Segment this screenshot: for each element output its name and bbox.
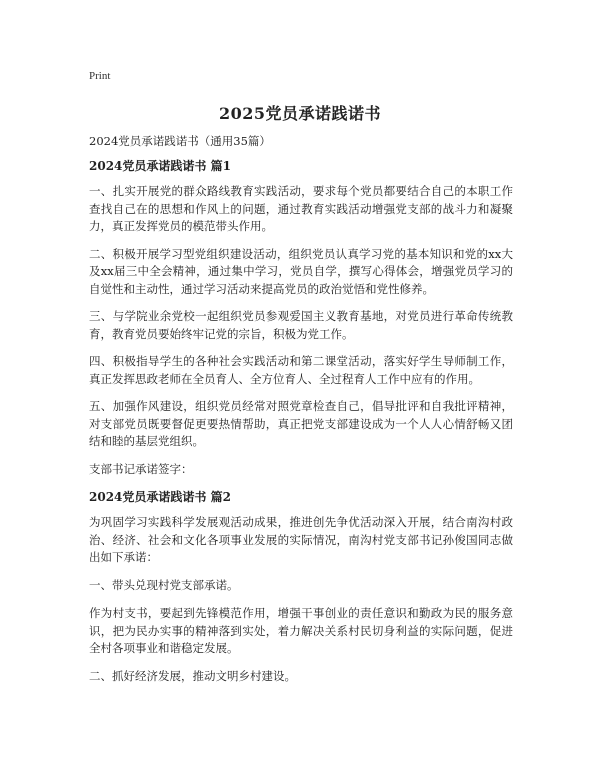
paragraph: 二、积极开展学习型党组织建设活动，组织党员认真学习党的基本知识和党的xx大及xx届三中全会精神，通过集中学习，党员自学，撰写心得体会，增强党员学习的自觉性和主动性，通过学习活动来提高党员的政治觉悟和党性修养。 — [89, 246, 513, 296]
paragraph: 为巩固学习实践科学发展观活动成果，推进创先争优活动深入开展，结合南沟村政治、经济、社会和文化各项事业发展的实际情况，南沟村党支部书记孙俊国同志做出如下承诺： — [89, 515, 513, 564]
paragraph: 一、带头兑现村党支部承诺。 — [89, 577, 239, 592]
paragraph: 一、扎实开展党的群众路线教育实践活动，要求每个党员都要结合自己的本职工作查找自己在的思想和作风上的问题，通过教育实践活动增强党支部的战斗力和凝聚力，真正发挥党员的模范带头作用。 — [89, 184, 513, 233]
paragraph: 五、加强作风建设，组织党员经常对照党章检查自己，倡导批评和自我批评精神，对支部党员既要督促更要热情帮助，真正把党支部建设成为一个人人心情舒畅又团结和睦的基层党组织。 — [89, 399, 513, 448]
document-body — [89, 133, 513, 695]
signature-line: 支部书记承诺签字： — [89, 461, 193, 476]
paragraph: 二、抓好经济发展，推动文明乡村建设。 — [89, 668, 296, 683]
paragraph: 四、积极指导学生的各种社会实践活动和第二课堂活动，落实好学生导师制工作，真正发挥思政老师在全员育人、全方位育人、全过程育人工作中应有的作用。 — [89, 354, 513, 386]
section-heading-2: 2024党员承诺践诺书 篇2 — [89, 490, 231, 504]
paragraph: 作为村支书，要起到先锋模范作用，增强干事创业的责任意识和勤政为民的服务意识，把为民办实事的精神落到实处，着力解决关系村民切身利益的实际问题，促进全村各项事业和谐稳定发展。 — [89, 606, 513, 655]
print-link[interactable]: Print — [89, 70, 111, 82]
document-subtitle: 2024党员承诺践诺书（通用35篇） — [89, 134, 271, 148]
section-heading-1: 2024党员承诺践诺书 篇1 — [89, 159, 231, 173]
paragraph: 三、与学院业余党校一起组织党员参观爱国主义教育基地，对党员进行革命传统教育，教育党员要始终牢记党的宗旨，积极为党工作。 — [89, 309, 513, 341]
document-title: 2025党员承诺践诺书 — [218, 104, 382, 123]
